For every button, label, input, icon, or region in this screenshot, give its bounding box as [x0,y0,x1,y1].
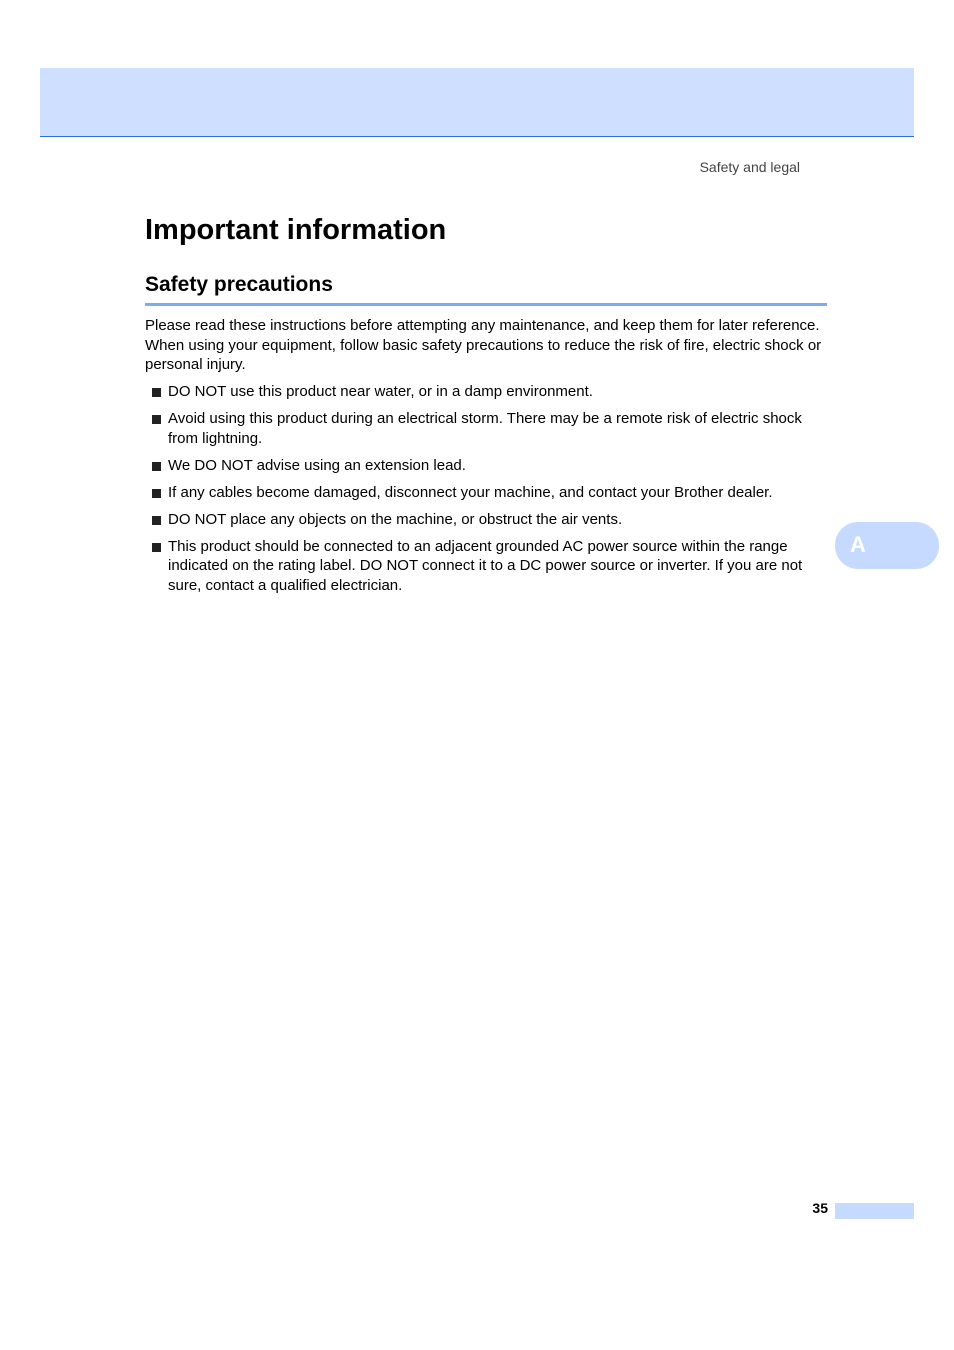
list-item-text: If any cables become damaged, disconnect your machine, and contact your Brother dealer. [168,483,773,501]
list-item-text: We DO NOT advise using an extension lead. [168,456,466,474]
list-item-text: DO NOT use this product near water, or in a damp environment. [168,383,593,400]
safety-bullet-list [145,382,830,603]
list-item [145,510,830,530]
chapter-tab-label: A [850,532,866,557]
list-item [145,456,830,476]
section-title: Safety precautions [145,270,827,306]
chapter-side-tab [835,522,939,569]
header-band [40,68,914,137]
square-bullet-icon [152,462,161,471]
list-item-text: DO NOT place any objects on the machine, or obstruct the air vents. [168,510,623,528]
list-item [145,483,830,503]
intro-paragraph: Please read these instructions before attempting any maintenance, and keep them for later reference. When using your equipment, follow basic safety precautions to reduce the risk of fire, electric shock or personal injury. [145,317,822,373]
list-item [145,382,830,402]
chapter-title: Important information [145,214,447,246]
square-bullet-icon [152,415,161,424]
square-bullet-icon [152,543,161,552]
square-bullet-icon [152,516,161,525]
running-head: Safety and legal [699,159,800,175]
list-item [145,537,830,596]
list-item-text: Avoid using this product during an electrical storm. There may be a remote risk of electric shock from lightning. [168,410,802,447]
footer-bar [835,1203,914,1219]
page-number: 35 [812,1200,828,1216]
square-bullet-icon [152,489,161,498]
list-item-text: This product should be connected to an adjacent grounded AC power source within the range indicated on the rating label. DO NOT connect it to a DC power source or inverter. If you are not sure, contact a qualified electrician. [168,537,803,594]
square-bullet-icon [152,388,161,397]
list-item [145,409,830,448]
